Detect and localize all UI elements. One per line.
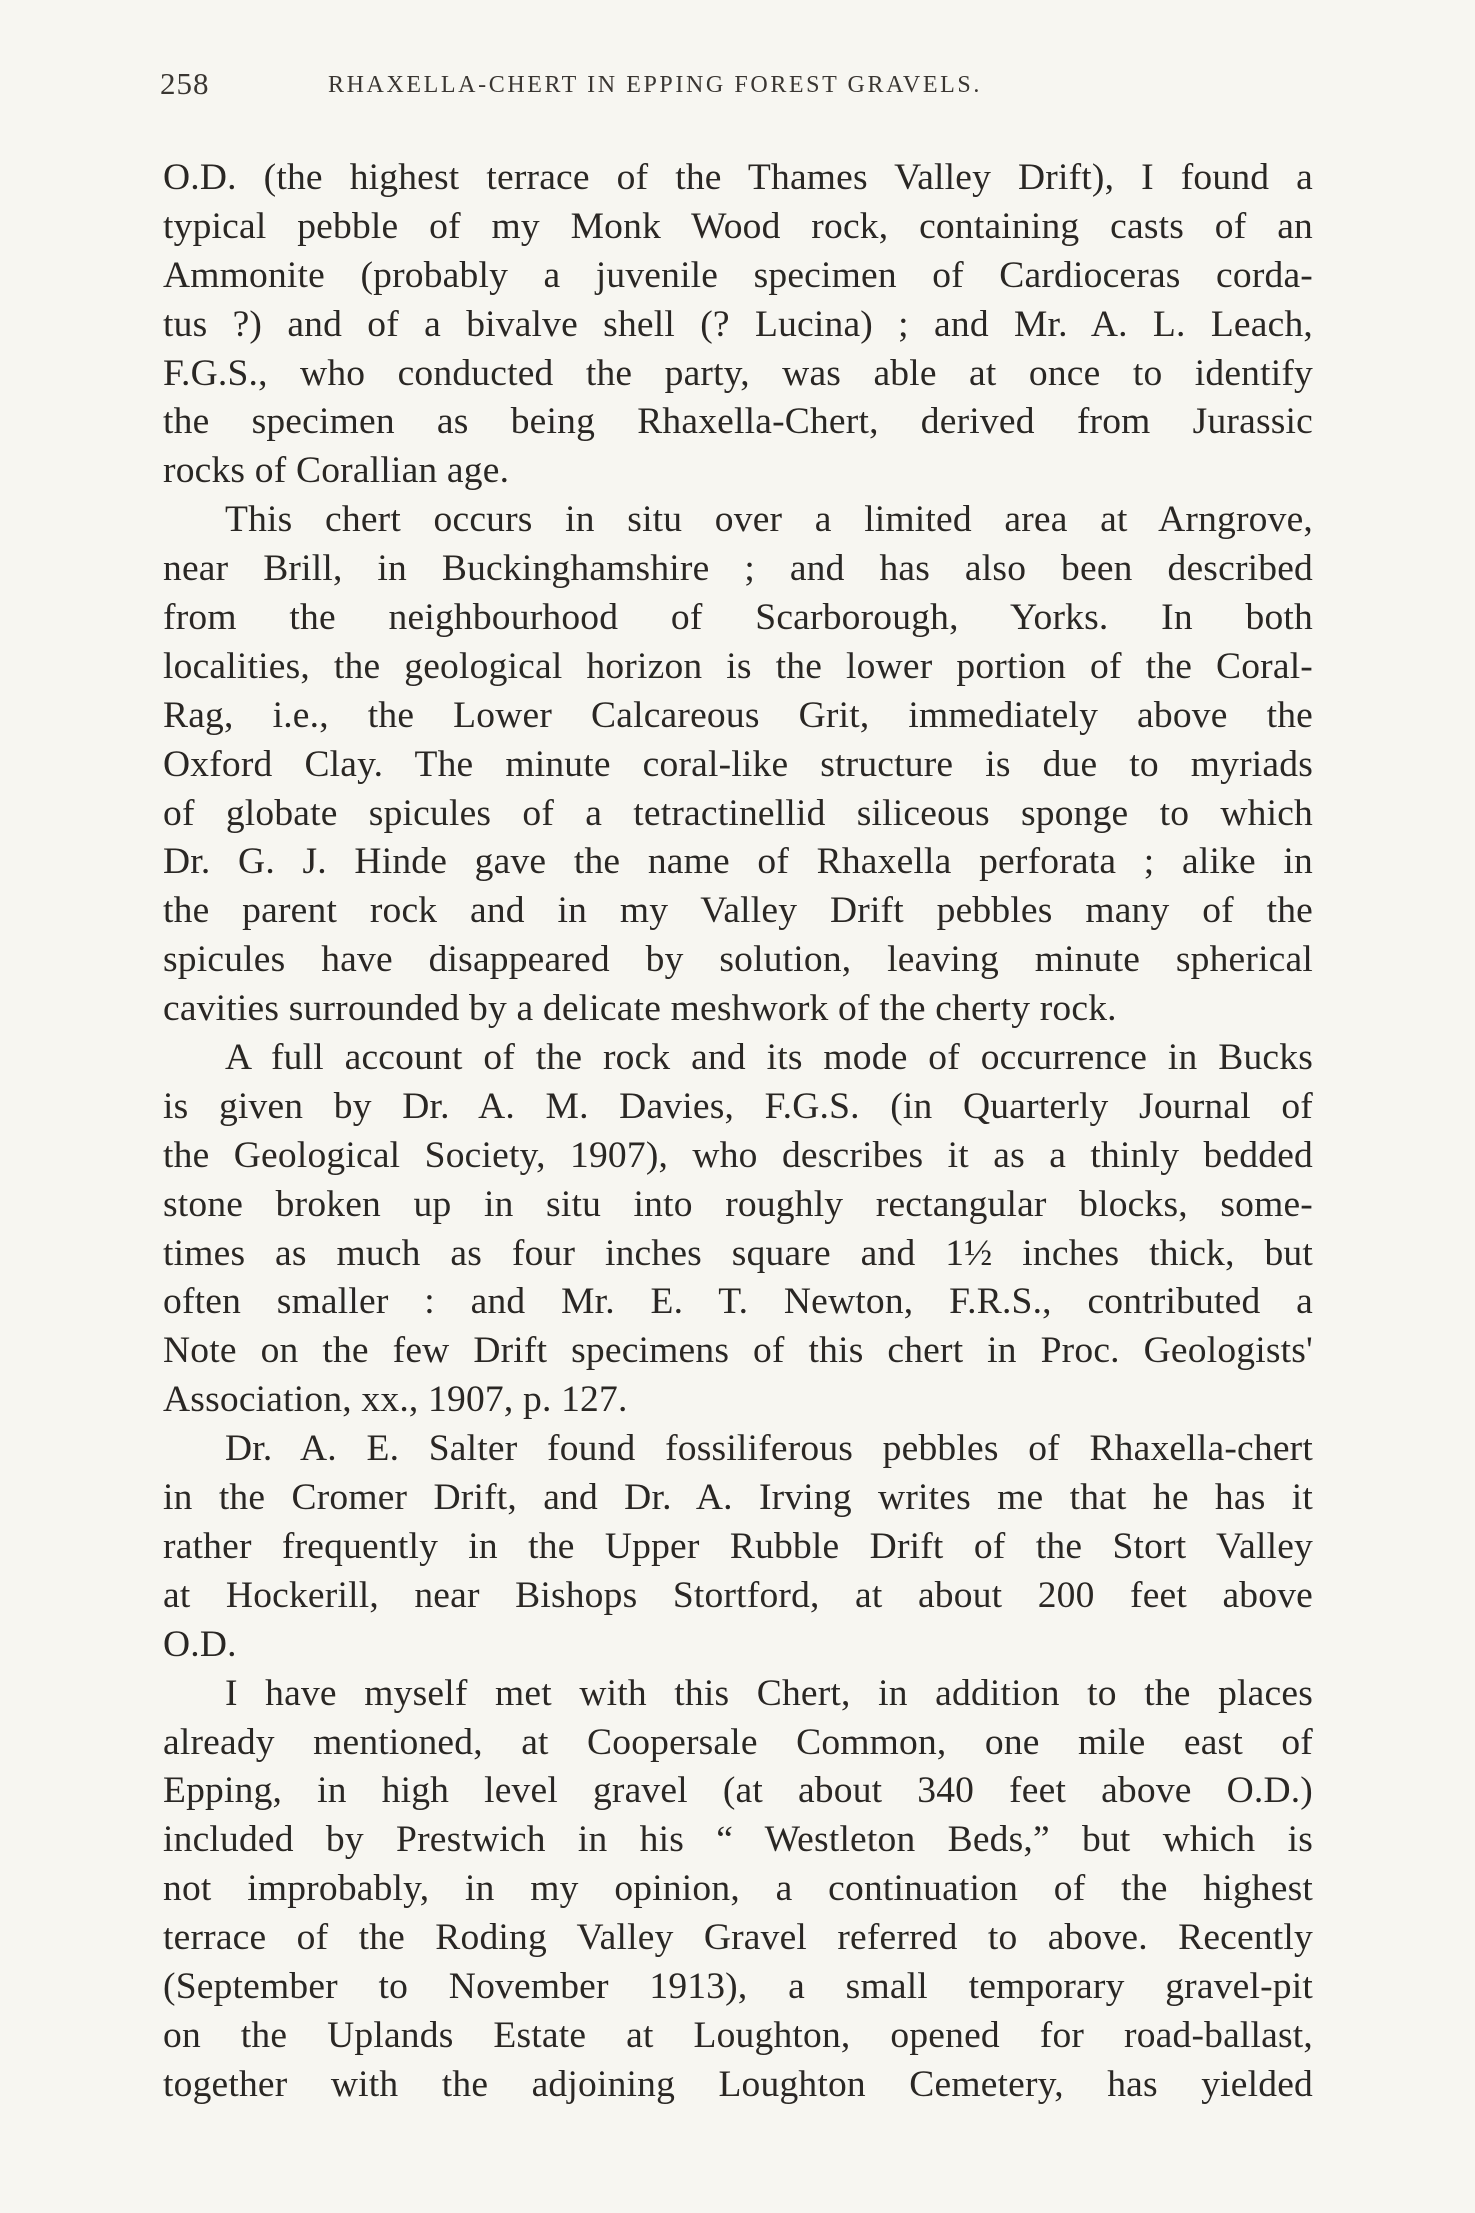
text-line: Association, xx., 1907, p. 127. [163,1379,628,1421]
text-line: in the Cromer Drift, and Dr. A. Irving writes me that he has it [163,1477,1313,1519]
text-line: included by Prestwich in his “ Westleton Beds,” but which is [163,1819,1313,1861]
page-number: 258 [160,66,210,101]
text-line: Rag, i.e., the Lower Calcareous Grit, immediately above the [163,694,1313,736]
text-line: terrace of the Roding Valley Gravel referred to above. Recently [163,1917,1313,1959]
text-line: times as much as four inches square and 1½ inches thick, but [163,1232,1313,1274]
text-line: not improbably, in my opinion, a continuation of the highest [163,1868,1313,1910]
text-line: the specimen as being Rhaxella-Chert, derived from Jurassic [163,401,1313,443]
text-line: A full account of the rock and its mode of occurrence in Bucks [225,1037,1313,1079]
text-line: the parent rock and in my Valley Drift pebbles many of the [163,890,1313,932]
text-line: at Hockerill, near Bishops Stortford, at about 200 feet above [163,1574,1313,1616]
body-text [163,154,1313,2110]
text-line: localities, the geological horizon is the lower portion of the Coral- [163,645,1313,687]
text-line: on the Uplands Estate at Loughton, opened for road-ballast, [163,2014,1313,2056]
text-line: already mentioned, at Coopersale Common, one mile east of [163,1721,1313,1763]
text-line: the Geological Society, 1907), who describes it as a thinly bedded [163,1134,1313,1176]
text-line: tus ?) and of a bivalve shell (? Lucina) ; and Mr. A. L. Leach, [163,303,1313,345]
text-line: O.D. [163,1623,237,1665]
text-line: O.D. (the highest terrace of the Thames Valley Drift), I found a [163,157,1313,198]
text-line: Dr. A. E. Salter found fossiliferous pebbles of Rhaxella-chert [225,1428,1313,1470]
text-line: together with the adjoining Loughton Cemetery, has yielded [163,2063,1313,2105]
text-line: Dr. G. J. Hinde gave the name of Rhaxella perforata ; alike in [163,841,1313,883]
text-line: rather frequently in the Upper Rubble Drift of the Stort Valley [163,1525,1313,1567]
text-line: F.G.S., who conducted the party, was able at once to identify [163,352,1313,394]
text-line: (September to November 1913), a small temporary gravel-pit [163,1965,1313,2007]
text-line: cavities surrounded by a delicate meshwork of the cherty rock. [163,988,1117,1030]
text-line: near Brill, in Buckinghamshire ; and has also been described [163,548,1313,590]
text-line: often smaller : and Mr. E. T. Newton, F.R.S., contributed a [163,1281,1313,1323]
running-title: RHAXELLA-CHERT IN EPPING FOREST GRAVELS. [328,72,982,98]
text-line: of globate spicules of a tetractinellid siliceous sponge to which [163,792,1313,834]
text-line: from the neighbourhood of Scarborough, Yorks. In both [163,597,1313,639]
text-line: Oxford Clay. The minute coral-like structure is due to myriads [163,743,1313,785]
text-line: Epping, in high level gravel (at about 340 feet above O.D.) [163,1770,1313,1812]
text-line: is given by Dr. A. M. Davies, F.G.S. (in Quarterly Journal of [163,1085,1313,1127]
text-line: spicules have disappeared by solution, leaving minute spherical [163,939,1313,981]
text-line: typical pebble of my Monk Wood rock, containing casts of an [163,205,1313,247]
page-header [150,66,1325,114]
text-line: Note on the few Drift specimens of this chert in Proc. Geologists' [163,1330,1313,1372]
text-line: This chert occurs in situ over a limited area at Arngrove, [225,499,1313,541]
text-line: I have myself met with this Chert, in addition to the places [225,1672,1313,1714]
text-line: Ammonite (probably a juvenile specimen of Cardioceras corda- [163,254,1313,296]
text-line: rocks of Corallian age. [163,450,510,492]
text-line: stone broken up in situ into roughly rectangular blocks, some- [163,1183,1313,1225]
